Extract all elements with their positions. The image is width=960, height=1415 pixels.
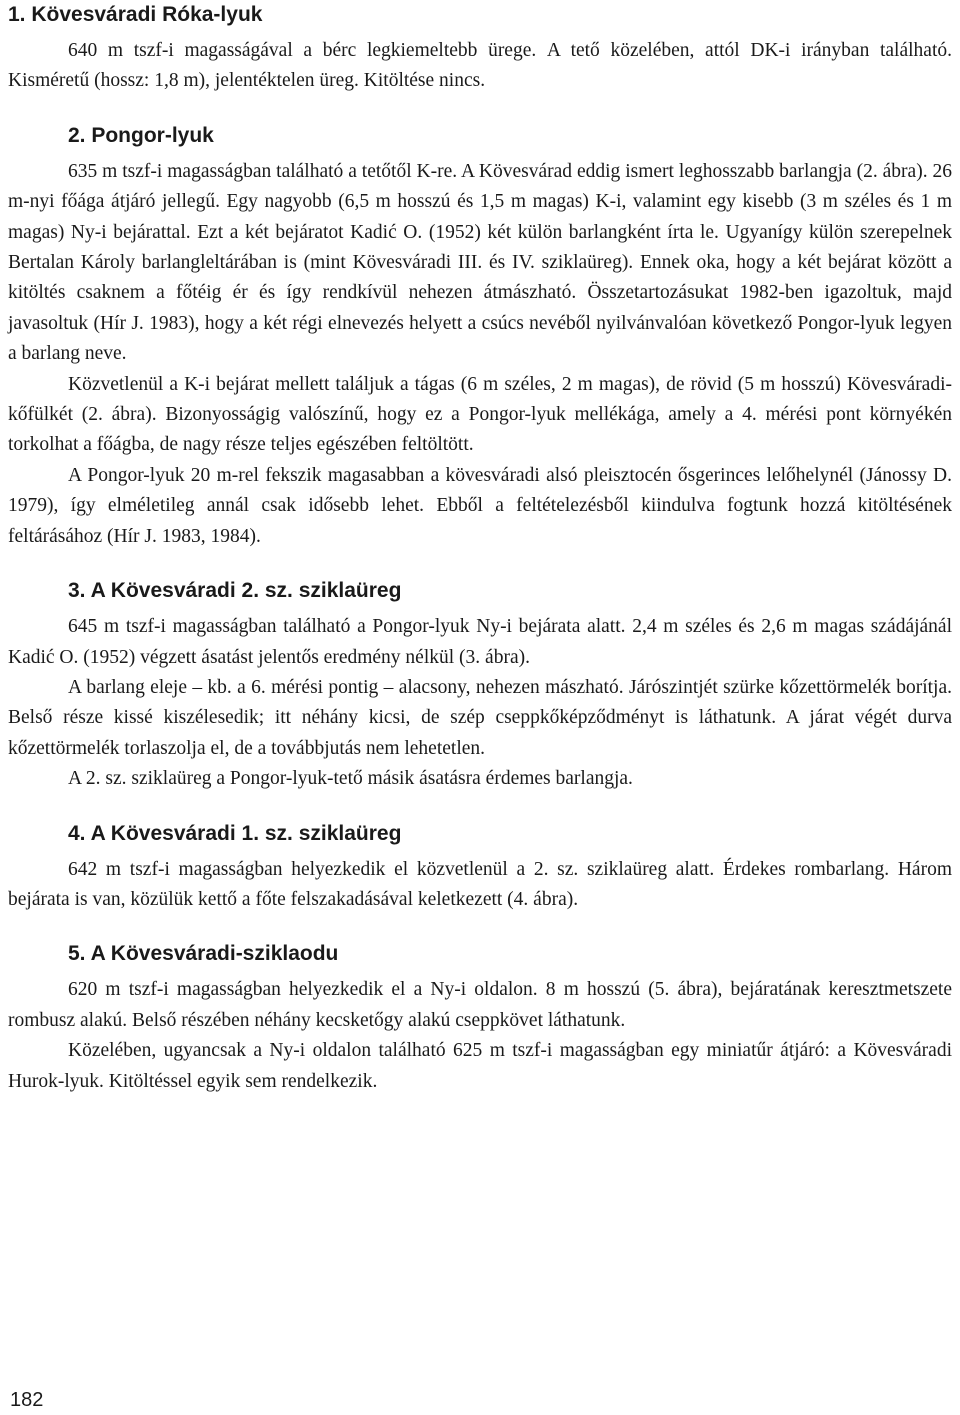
paragraph: 642 m tszf-i magasságban helyezkedik el közvetlenül a 2. sz. sziklaüreg alatt. Érdekes rombarlang. Három bejárata is van, közülük kettő a főte felszakadásával keletkezett (4. ábra). xyxy=(8,858,952,910)
section-title-2: 2. Pongor-lyuk xyxy=(68,123,214,147)
paragraph: 640 m tszf-i magasságával a bérc legkiemeltebb üregе. A tető közelében, attól DK-i irányban található. Kisméretű (hossz: 1,8 m), jelentéktelen üreg. Kitöltése nincs. xyxy=(8,40,952,92)
document-page xyxy=(8,0,952,1097)
paragraph: Közvetlenül a K-i bejárat mellett találjuk a tágas (6 m széles, 2 m magas), de rövid (5 m hosszú) Kövesváradi-kőfülkét (2. ábra). Bizonyosságig valószínű, hogy ez a Pongor-lyuk mellékága, amely a 4. mérési pont környékén torkolhat a főágba, de nagy része teljes egészében feltöltött. xyxy=(8,373,952,456)
paragraph: 645 m tszf-i magasságban található a Pongor-lyuk Ny-i bejárata alatt. 2,4 m széles és 2,6 m magas szádájánál Kadić O. (1952) végzett ásatást jelentős eredmény nélkül (3. ábra). xyxy=(8,616,952,668)
paragraph: 635 m tszf-i magasságban található a tetőtől K-re. A Kövesvárad eddig ismert leghosszabb barlangja (2. ábra). 26 m-nyi főága átjáró jellegű. Egy nagyobb (6,5 m hosszú és 1,5 m magas) K-i, valamint egy kisebb (3 m széles és 1 m magas) Ny-i bejárattal. Ezt a két bejáratot Kadić O. (1952) két külön barlangként írta le. Ugyanígy külön szerepelnek Bertalan Károly barlangleltárában is (mint Kövesváradi III. és IV. sziklaüreg). Ennek oka, hogy a két bejárat között a kitöltés csaknem a főtéig ér és így rendkívül nehezen átmászható. Összetartozásukat 1982-ben igazoltuk, majd javasoltuk (Hír J. 1983), hogy a két régi elnevezés helyett a csúcs nevéből nyilvánvalóan következő Pongor-lyuk legyen a barlang neve. xyxy=(8,160,952,365)
section-title-5: 5. A Kövesváradi-sziklaodu xyxy=(68,942,339,966)
section-title-1: 1. Kövesváradi Róka-lyuk xyxy=(8,3,263,26)
paragraph: A 2. sz. sziklaüreg a Pongor-lyuk-tető másik ásatásra érdemes barlangja. xyxy=(68,768,633,790)
paragraph: 620 m tszf-i magasságban helyezkedik el a Ny-i oldalon. 8 m hosszú (5. ábra), bejáratának keresztmetszete rombusz alakú. Belső részében néhány kecsketőgy alakú cseppkövet láthatunk. xyxy=(8,979,952,1031)
page-number: 182 xyxy=(10,1389,44,1411)
paragraph: A Pongor-lyuk 20 m-rel fekszik magasabban a kövesváradi alsó pleisztocén ősgerinces lelőhelynél (Jánossy D. 1979), így elméletileg annál csak idősebb lehet. Ebből a feltételezésből kiindulva fogtunk hozzá kitöltésének feltárásához (Hír J. 1983, 1984). xyxy=(8,464,952,547)
section-title-4: 4. A Kövesváradi 1. sz. sziklaüreg xyxy=(68,821,402,845)
paragraph: A barlang eleje – kb. a 6. mérési pontig – alacsony, nehezen mászható. Járószintjét szürke kőzettörmelék borítja. Belső része kissé kiszélesedik; itt néhány kicsi, de szép cseppkőképződményt is láthatunk. A járat végét durva kőzettörmelék torlaszolja el, de a továbbjutás nem lehetetlen. xyxy=(8,676,952,759)
paragraph: Közelében, ugyancsak a Ny-i oldalon található 625 m tszf-i magasságban egy miniatűr átjáró: a Kövesváradi Hurok-lyuk. Kitöltéssel egyik sem rendelkezik. xyxy=(8,1040,952,1092)
section-title-3: 3. A Kövesváradi 2. sz. sziklaüreg xyxy=(68,579,402,603)
